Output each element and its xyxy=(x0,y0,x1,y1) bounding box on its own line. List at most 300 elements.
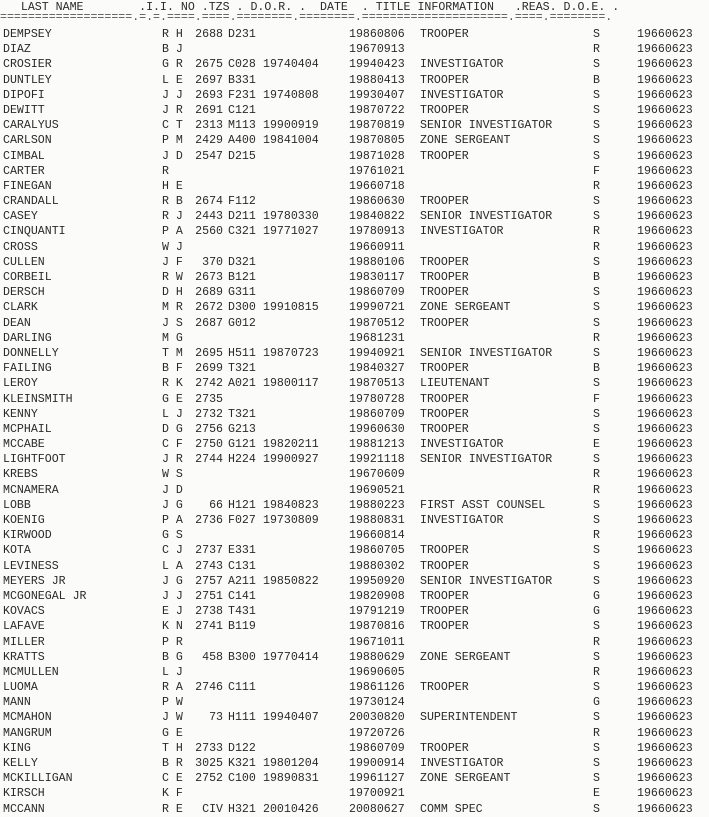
date-cell: 19720726 xyxy=(349,726,405,740)
initials-cell: R A xyxy=(162,681,183,695)
badge-number-cell: 2699 xyxy=(195,362,223,376)
table-row xyxy=(0,285,709,300)
title-information-cell: TROOPER xyxy=(420,392,469,406)
reason-code-cell: G xyxy=(593,696,600,710)
title-information-cell: SENIOR INVESTIGATOR xyxy=(420,453,553,467)
doe-date-cell: 19660623 xyxy=(637,301,693,315)
badge-number-cell: 2675 xyxy=(195,58,223,72)
doe-date-cell: 19660623 xyxy=(637,271,693,284)
date-cell: 19780913 xyxy=(349,225,405,239)
initials-cell: J R xyxy=(162,453,183,467)
doe-date-cell: 19660623 xyxy=(637,514,693,527)
title-information-cell: SENIOR INVESTIGATOR xyxy=(420,210,553,224)
table-row xyxy=(0,133,709,148)
initials-cell: G S xyxy=(162,529,183,543)
tzs-code-cell: C131 xyxy=(228,559,256,573)
badge-number-cell: 73 xyxy=(209,711,223,725)
badge-number-cell: 2746 xyxy=(195,681,223,695)
initials-cell: G E xyxy=(162,726,183,740)
date-cell: 19940921 xyxy=(349,346,405,360)
reason-code-cell: F xyxy=(593,392,600,406)
reason-code-cell: R xyxy=(593,726,600,740)
title-information-cell: TROOPER xyxy=(420,103,469,117)
title-information-cell: INVESTIGATOR xyxy=(420,438,504,452)
badge-number-cell: 458 xyxy=(202,650,223,664)
initials-cell: M R xyxy=(162,301,183,315)
tzs-code-cell: A021 xyxy=(228,377,256,391)
date-cell: 19900914 xyxy=(349,757,405,770)
reason-code-cell: S xyxy=(593,149,600,163)
table-row xyxy=(0,149,709,164)
reason-code-cell: G xyxy=(593,589,600,603)
date-cell: 19660911 xyxy=(349,240,405,254)
badge-number-cell: 2744 xyxy=(195,453,223,467)
badge-number-cell: 2695 xyxy=(195,346,223,360)
badge-number-cell: 2743 xyxy=(195,559,223,573)
reason-code-cell: R xyxy=(593,635,600,649)
doe-date-cell: 19660623 xyxy=(637,726,693,740)
last-name-cell: DEMPSEY xyxy=(3,28,52,41)
table-row xyxy=(0,498,709,513)
table-row xyxy=(0,726,709,741)
initials-cell: J J xyxy=(162,88,183,102)
initials-cell: J J xyxy=(162,589,183,603)
doe-date-cell: 19660623 xyxy=(637,711,693,725)
date-cell: 20080627 xyxy=(349,802,405,816)
doe-date-cell: 19660623 xyxy=(637,468,693,482)
table-row xyxy=(0,741,709,756)
initials-cell: C J xyxy=(162,544,183,558)
doe-date-cell: 19660623 xyxy=(637,103,693,117)
reason-code-cell: S xyxy=(593,772,600,786)
reason-code-cell: S xyxy=(593,210,600,224)
dor-date-cell: 19900919 xyxy=(263,119,319,133)
reason-code-cell: S xyxy=(593,58,600,72)
doe-date-cell: 19660623 xyxy=(637,453,693,467)
title-information-cell: TROOPER xyxy=(420,741,469,755)
dor-date-cell: 19900927 xyxy=(263,453,319,467)
reason-code-cell: E xyxy=(593,787,600,801)
tzs-code-cell: H321 xyxy=(228,802,256,816)
dor-date-cell: 19740404 xyxy=(263,58,319,72)
last-name-cell: CARTER xyxy=(3,164,45,178)
badge-number-cell: 2674 xyxy=(195,195,223,209)
reason-code-cell: S xyxy=(593,286,600,300)
table-row xyxy=(0,619,709,634)
initials-cell: L J xyxy=(162,665,183,679)
reason-code-cell: S xyxy=(593,134,600,148)
last-name-cell: CINQUANTI xyxy=(3,225,66,239)
title-information-cell: TROOPER xyxy=(420,362,469,376)
date-cell: 19881213 xyxy=(349,438,405,452)
doe-date-cell: 19660623 xyxy=(637,58,693,72)
doe-date-cell: 19660623 xyxy=(637,149,693,163)
tzs-code-cell: D122 xyxy=(228,741,256,755)
table-row xyxy=(0,88,709,103)
doe-date-cell: 19660623 xyxy=(637,286,693,300)
doe-date-cell: 19660623 xyxy=(637,529,693,543)
initials-cell: J F xyxy=(162,255,183,269)
doe-date-cell: 19660623 xyxy=(637,787,693,801)
doe-date-cell: 19660623 xyxy=(637,362,693,376)
tzs-code-cell: H121 xyxy=(228,498,256,512)
doe-date-cell: 19660623 xyxy=(637,346,693,360)
table-row xyxy=(0,802,709,817)
table-row xyxy=(0,422,709,437)
last-name-cell: KIRSCH xyxy=(3,787,45,801)
tzs-code-cell: A211 xyxy=(228,574,256,588)
tzs-code-cell: G012 xyxy=(228,316,256,330)
badge-number-cell: 2741 xyxy=(195,620,223,634)
title-information-cell: SENIOR INVESTIGATOR xyxy=(420,119,553,133)
tzs-code-cell: F231 xyxy=(228,88,256,102)
last-name-cell: KOVACS xyxy=(3,605,45,619)
date-cell: 19960630 xyxy=(349,422,405,436)
initials-cell: D H xyxy=(162,286,183,300)
table-row xyxy=(0,710,709,725)
badge-number-cell: 2737 xyxy=(195,544,223,558)
last-name-cell: CORBEIL xyxy=(3,271,52,284)
table-row xyxy=(0,695,709,710)
tzs-code-cell: T321 xyxy=(228,362,256,376)
date-cell: 19871028 xyxy=(349,149,405,163)
badge-number-cell: 2742 xyxy=(195,377,223,391)
initials-cell: R W xyxy=(162,271,183,284)
doe-date-cell: 19660623 xyxy=(637,316,693,330)
last-name-cell: CROSIER xyxy=(3,58,52,72)
tzs-code-cell: B119 xyxy=(228,620,256,634)
tzs-code-cell: C100 xyxy=(228,772,256,786)
reason-code-cell: S xyxy=(593,574,600,588)
doe-date-cell: 19660623 xyxy=(637,772,693,786)
tzs-code-cell: D215 xyxy=(228,149,256,163)
initials-cell: R xyxy=(162,164,169,178)
table-row xyxy=(0,528,709,543)
initials-cell: B J xyxy=(162,43,183,57)
doe-date-cell: 19660623 xyxy=(637,377,693,391)
tzs-code-cell: E331 xyxy=(228,544,256,558)
initials-cell: B R xyxy=(162,757,183,770)
initials-cell: T H xyxy=(162,741,183,755)
reason-code-cell: S xyxy=(593,741,600,755)
badge-number-cell: 370 xyxy=(202,255,223,269)
table-row xyxy=(0,164,709,179)
initials-cell: J G xyxy=(162,498,183,512)
date-cell: 19660814 xyxy=(349,529,405,543)
date-cell: 19950920 xyxy=(349,574,405,588)
badge-number-cell: 2672 xyxy=(195,301,223,315)
doe-date-cell: 19660623 xyxy=(637,483,693,497)
last-name-cell: MCMAHON xyxy=(3,711,52,725)
date-cell: 20030820 xyxy=(349,711,405,725)
tzs-code-cell: G213 xyxy=(228,422,256,436)
date-cell: 19870513 xyxy=(349,377,405,391)
doe-date-cell: 19660623 xyxy=(637,134,693,148)
initials-cell: E J xyxy=(162,605,183,619)
title-information-cell: INVESTIGATOR xyxy=(420,514,504,527)
reason-code-cell: S xyxy=(593,544,600,558)
title-information-cell: ZONE SERGEANT xyxy=(420,650,511,664)
doe-date-cell: 19660623 xyxy=(637,574,693,588)
initials-cell: C E xyxy=(162,772,183,786)
dor-date-cell: 19730809 xyxy=(263,514,319,527)
table-row xyxy=(0,240,709,255)
initials-cell: C T xyxy=(162,119,183,133)
date-cell: 19670609 xyxy=(349,468,405,482)
tzs-code-cell: D211 xyxy=(228,210,256,224)
date-cell: 19880413 xyxy=(349,73,405,87)
badge-number-cell: 2732 xyxy=(195,407,223,421)
badge-number-cell: 2673 xyxy=(195,271,223,284)
badge-number-cell: 2752 xyxy=(195,772,223,786)
title-information-cell: INVESTIGATOR xyxy=(420,225,504,239)
last-name-cell: LEROY xyxy=(3,377,38,391)
last-name-cell: LAFAVE xyxy=(3,620,45,634)
initials-cell: B G xyxy=(162,650,183,664)
doe-date-cell: 19660623 xyxy=(637,195,693,209)
table-row xyxy=(0,300,709,315)
title-information-cell: INVESTIGATOR xyxy=(420,88,504,102)
initials-cell: D G xyxy=(162,422,183,436)
reason-code-cell: S xyxy=(593,119,600,133)
dor-date-cell: 19940407 xyxy=(263,711,319,725)
title-information-cell: TROOPER xyxy=(420,195,469,209)
reason-code-cell: R xyxy=(593,240,600,254)
table-row xyxy=(0,376,709,391)
reason-code-cell: B xyxy=(593,362,600,376)
table-row xyxy=(0,42,709,57)
date-cell: 19870816 xyxy=(349,620,405,634)
tzs-code-cell: C141 xyxy=(228,589,256,603)
tzs-code-cell: F027 xyxy=(228,514,256,527)
last-name-cell: DERSCH xyxy=(3,286,45,300)
table-row xyxy=(0,209,709,224)
initials-cell: K N xyxy=(162,620,183,634)
title-information-cell: INVESTIGATOR xyxy=(420,757,504,770)
initials-cell: W J xyxy=(162,240,183,254)
table-row xyxy=(0,513,709,528)
initials-cell: J G xyxy=(162,574,183,588)
date-cell: 19780728 xyxy=(349,392,405,406)
badge-number-cell: CIV xyxy=(202,802,223,816)
dor-date-cell: 19850822 xyxy=(263,574,319,588)
date-cell: 19860709 xyxy=(349,286,405,300)
last-name-cell: KIRWOOD xyxy=(3,529,52,543)
initials-cell: R K xyxy=(162,377,183,391)
title-information-cell: TROOPER xyxy=(420,681,469,695)
title-information-cell: TROOPER xyxy=(420,589,469,603)
last-name-cell: MCCABE xyxy=(3,438,45,452)
title-information-cell: INVESTIGATOR xyxy=(420,58,504,72)
record-list xyxy=(0,27,709,817)
last-name-cell: CLARK xyxy=(3,301,38,315)
title-information-cell: TROOPER xyxy=(420,422,469,436)
table-row xyxy=(0,392,709,407)
last-name-cell: MILLER xyxy=(3,635,45,649)
last-name-cell: DUNTLEY xyxy=(3,73,52,87)
tzs-code-cell: G311 xyxy=(228,286,256,300)
doe-date-cell: 19660623 xyxy=(637,73,693,87)
last-name-cell: LEVINESS xyxy=(3,559,59,573)
tzs-code-cell: F112 xyxy=(228,195,256,209)
date-cell: 19880629 xyxy=(349,650,405,664)
date-cell: 19700921 xyxy=(349,787,405,801)
reason-code-cell: S xyxy=(593,620,600,634)
initials-cell: L A xyxy=(162,559,183,573)
table-row xyxy=(0,118,709,133)
table-row xyxy=(0,756,709,771)
badge-number-cell: 3025 xyxy=(195,757,223,770)
last-name-cell: CASEY xyxy=(3,210,38,224)
tzs-code-cell: C111 xyxy=(228,681,256,695)
doe-date-cell: 19660623 xyxy=(637,802,693,816)
reason-code-cell: S xyxy=(593,407,600,421)
doe-date-cell: 19660623 xyxy=(637,438,693,452)
last-name-cell: MANGRUM xyxy=(3,726,52,740)
dor-date-cell: 19840823 xyxy=(263,498,319,512)
date-cell: 19990721 xyxy=(349,301,405,315)
initials-cell: J D xyxy=(162,149,183,163)
last-name-cell: MEYERS JR xyxy=(3,574,66,588)
table-row xyxy=(0,316,709,331)
last-name-cell: MCCANN xyxy=(3,802,45,816)
title-information-cell: SENIOR INVESTIGATOR xyxy=(420,346,553,360)
reason-code-cell: S xyxy=(593,422,600,436)
doe-date-cell: 19660623 xyxy=(637,225,693,239)
title-information-cell: TROOPER xyxy=(420,407,469,421)
title-information-cell: TROOPER xyxy=(420,271,469,284)
reason-code-cell: S xyxy=(593,757,600,770)
reason-code-cell: S xyxy=(593,316,600,330)
reason-code-cell: S xyxy=(593,681,600,695)
dor-date-cell: 19910815 xyxy=(263,301,319,315)
tzs-code-cell: C028 xyxy=(228,58,256,72)
badge-number-cell: 2429 xyxy=(195,134,223,148)
last-name-cell: MANN xyxy=(3,696,31,710)
initials-cell: J R xyxy=(162,103,183,117)
date-cell: 19880831 xyxy=(349,514,405,527)
tzs-code-cell: B331 xyxy=(228,73,256,87)
tzs-code-cell: B300 xyxy=(228,650,256,664)
tzs-code-cell: T431 xyxy=(228,605,256,619)
doe-date-cell: 19660623 xyxy=(637,331,693,345)
table-row xyxy=(0,543,709,558)
table-row xyxy=(0,574,709,589)
title-information-cell: LIEUTENANT xyxy=(420,377,490,391)
initials-cell: L J xyxy=(162,407,183,421)
badge-number-cell: 2733 xyxy=(195,741,223,755)
last-name-cell: DONNELLY xyxy=(3,346,59,360)
title-information-cell: SENIOR INVESTIGATOR xyxy=(420,574,553,588)
tzs-code-cell: K321 xyxy=(228,757,256,770)
doe-date-cell: 19660623 xyxy=(637,741,693,755)
table-row xyxy=(0,559,709,574)
date-cell: 19761021 xyxy=(349,164,405,178)
tzs-code-cell: T321 xyxy=(228,407,256,421)
last-name-cell: CIMBAL xyxy=(3,149,45,163)
initials-cell: P A xyxy=(162,514,183,527)
reason-code-cell: S xyxy=(593,301,600,315)
initials-cell: R J xyxy=(162,210,183,224)
tzs-code-cell: C321 xyxy=(228,225,256,239)
initials-cell: J W xyxy=(162,711,183,725)
initials-cell: P W xyxy=(162,696,183,710)
initials-cell: J S xyxy=(162,316,183,330)
doe-date-cell: 19660623 xyxy=(637,681,693,695)
doe-date-cell: 19660623 xyxy=(637,665,693,679)
reason-code-cell: R xyxy=(593,43,600,57)
table-row xyxy=(0,680,709,695)
title-information-cell: ZONE SERGEANT xyxy=(420,134,511,148)
dor-date-cell: 19890831 xyxy=(263,772,319,786)
last-name-cell: KING xyxy=(3,741,31,755)
tzs-code-cell: A400 xyxy=(228,134,256,148)
table-row xyxy=(0,407,709,422)
table-row xyxy=(0,467,709,482)
tzs-code-cell: D321 xyxy=(228,255,256,269)
reason-code-cell: B xyxy=(593,73,600,87)
last-name-cell: KENNY xyxy=(3,407,38,421)
table-row xyxy=(0,604,709,619)
initials-cell: P R xyxy=(162,635,183,649)
last-name-cell: CARLSON xyxy=(3,134,52,148)
date-cell: 19880302 xyxy=(349,559,405,573)
date-cell: 19870819 xyxy=(349,119,405,133)
dor-date-cell: 19771027 xyxy=(263,225,319,239)
badge-number-cell: 2756 xyxy=(195,422,223,436)
reason-code-cell: S xyxy=(593,28,600,41)
reason-code-cell: R xyxy=(593,665,600,679)
date-cell: 19840822 xyxy=(349,210,405,224)
last-name-cell: MCKILLIGAN xyxy=(3,772,73,786)
title-information-cell: TROOPER xyxy=(420,544,469,558)
last-name-cell: DIPOFI xyxy=(3,88,45,102)
doe-date-cell: 19660623 xyxy=(637,407,693,421)
reason-code-cell: E xyxy=(593,438,600,452)
initials-cell: K F xyxy=(162,787,183,801)
badge-number-cell: 2688 xyxy=(195,28,223,41)
last-name-cell: DEAN xyxy=(3,316,31,330)
date-cell: 19840327 xyxy=(349,362,405,376)
last-name-cell: FAILING xyxy=(3,362,52,376)
last-name-cell: CRANDALL xyxy=(3,195,59,209)
title-information-cell: TROOPER xyxy=(420,316,469,330)
last-name-cell: MCNAMERA xyxy=(3,483,59,497)
reason-code-cell: S xyxy=(593,559,600,573)
reason-code-cell: S xyxy=(593,255,600,269)
table-row xyxy=(0,483,709,498)
table-row xyxy=(0,179,709,194)
title-information-cell: FIRST ASST COUNSEL xyxy=(420,498,546,512)
reason-code-cell: S xyxy=(593,514,600,527)
badge-number-cell: 2687 xyxy=(195,316,223,330)
table-row xyxy=(0,635,709,650)
reason-code-cell: R xyxy=(593,331,600,345)
tzs-code-cell: H111 xyxy=(228,711,256,725)
tzs-code-cell: B121 xyxy=(228,271,256,284)
title-information-cell: TROOPER xyxy=(420,605,469,619)
badge-number-cell: 2313 xyxy=(195,119,223,133)
title-information-cell: ZONE SERGEANT xyxy=(420,301,511,315)
badge-number-cell: 2689 xyxy=(195,286,223,300)
last-name-cell: KOENIG xyxy=(3,514,45,527)
column-header-line: LAST NAME .I.I. NO .TZS . D.O.R. . DATE . TITLE INFORMATION .REAS. D.O.E. . xyxy=(0,1,620,14)
title-information-cell: TROOPER xyxy=(420,255,469,269)
reason-code-cell: R xyxy=(593,225,600,239)
tzs-code-cell: C121 xyxy=(228,103,256,117)
badge-number-cell: 66 xyxy=(209,498,223,512)
date-cell: 19961127 xyxy=(349,772,405,786)
